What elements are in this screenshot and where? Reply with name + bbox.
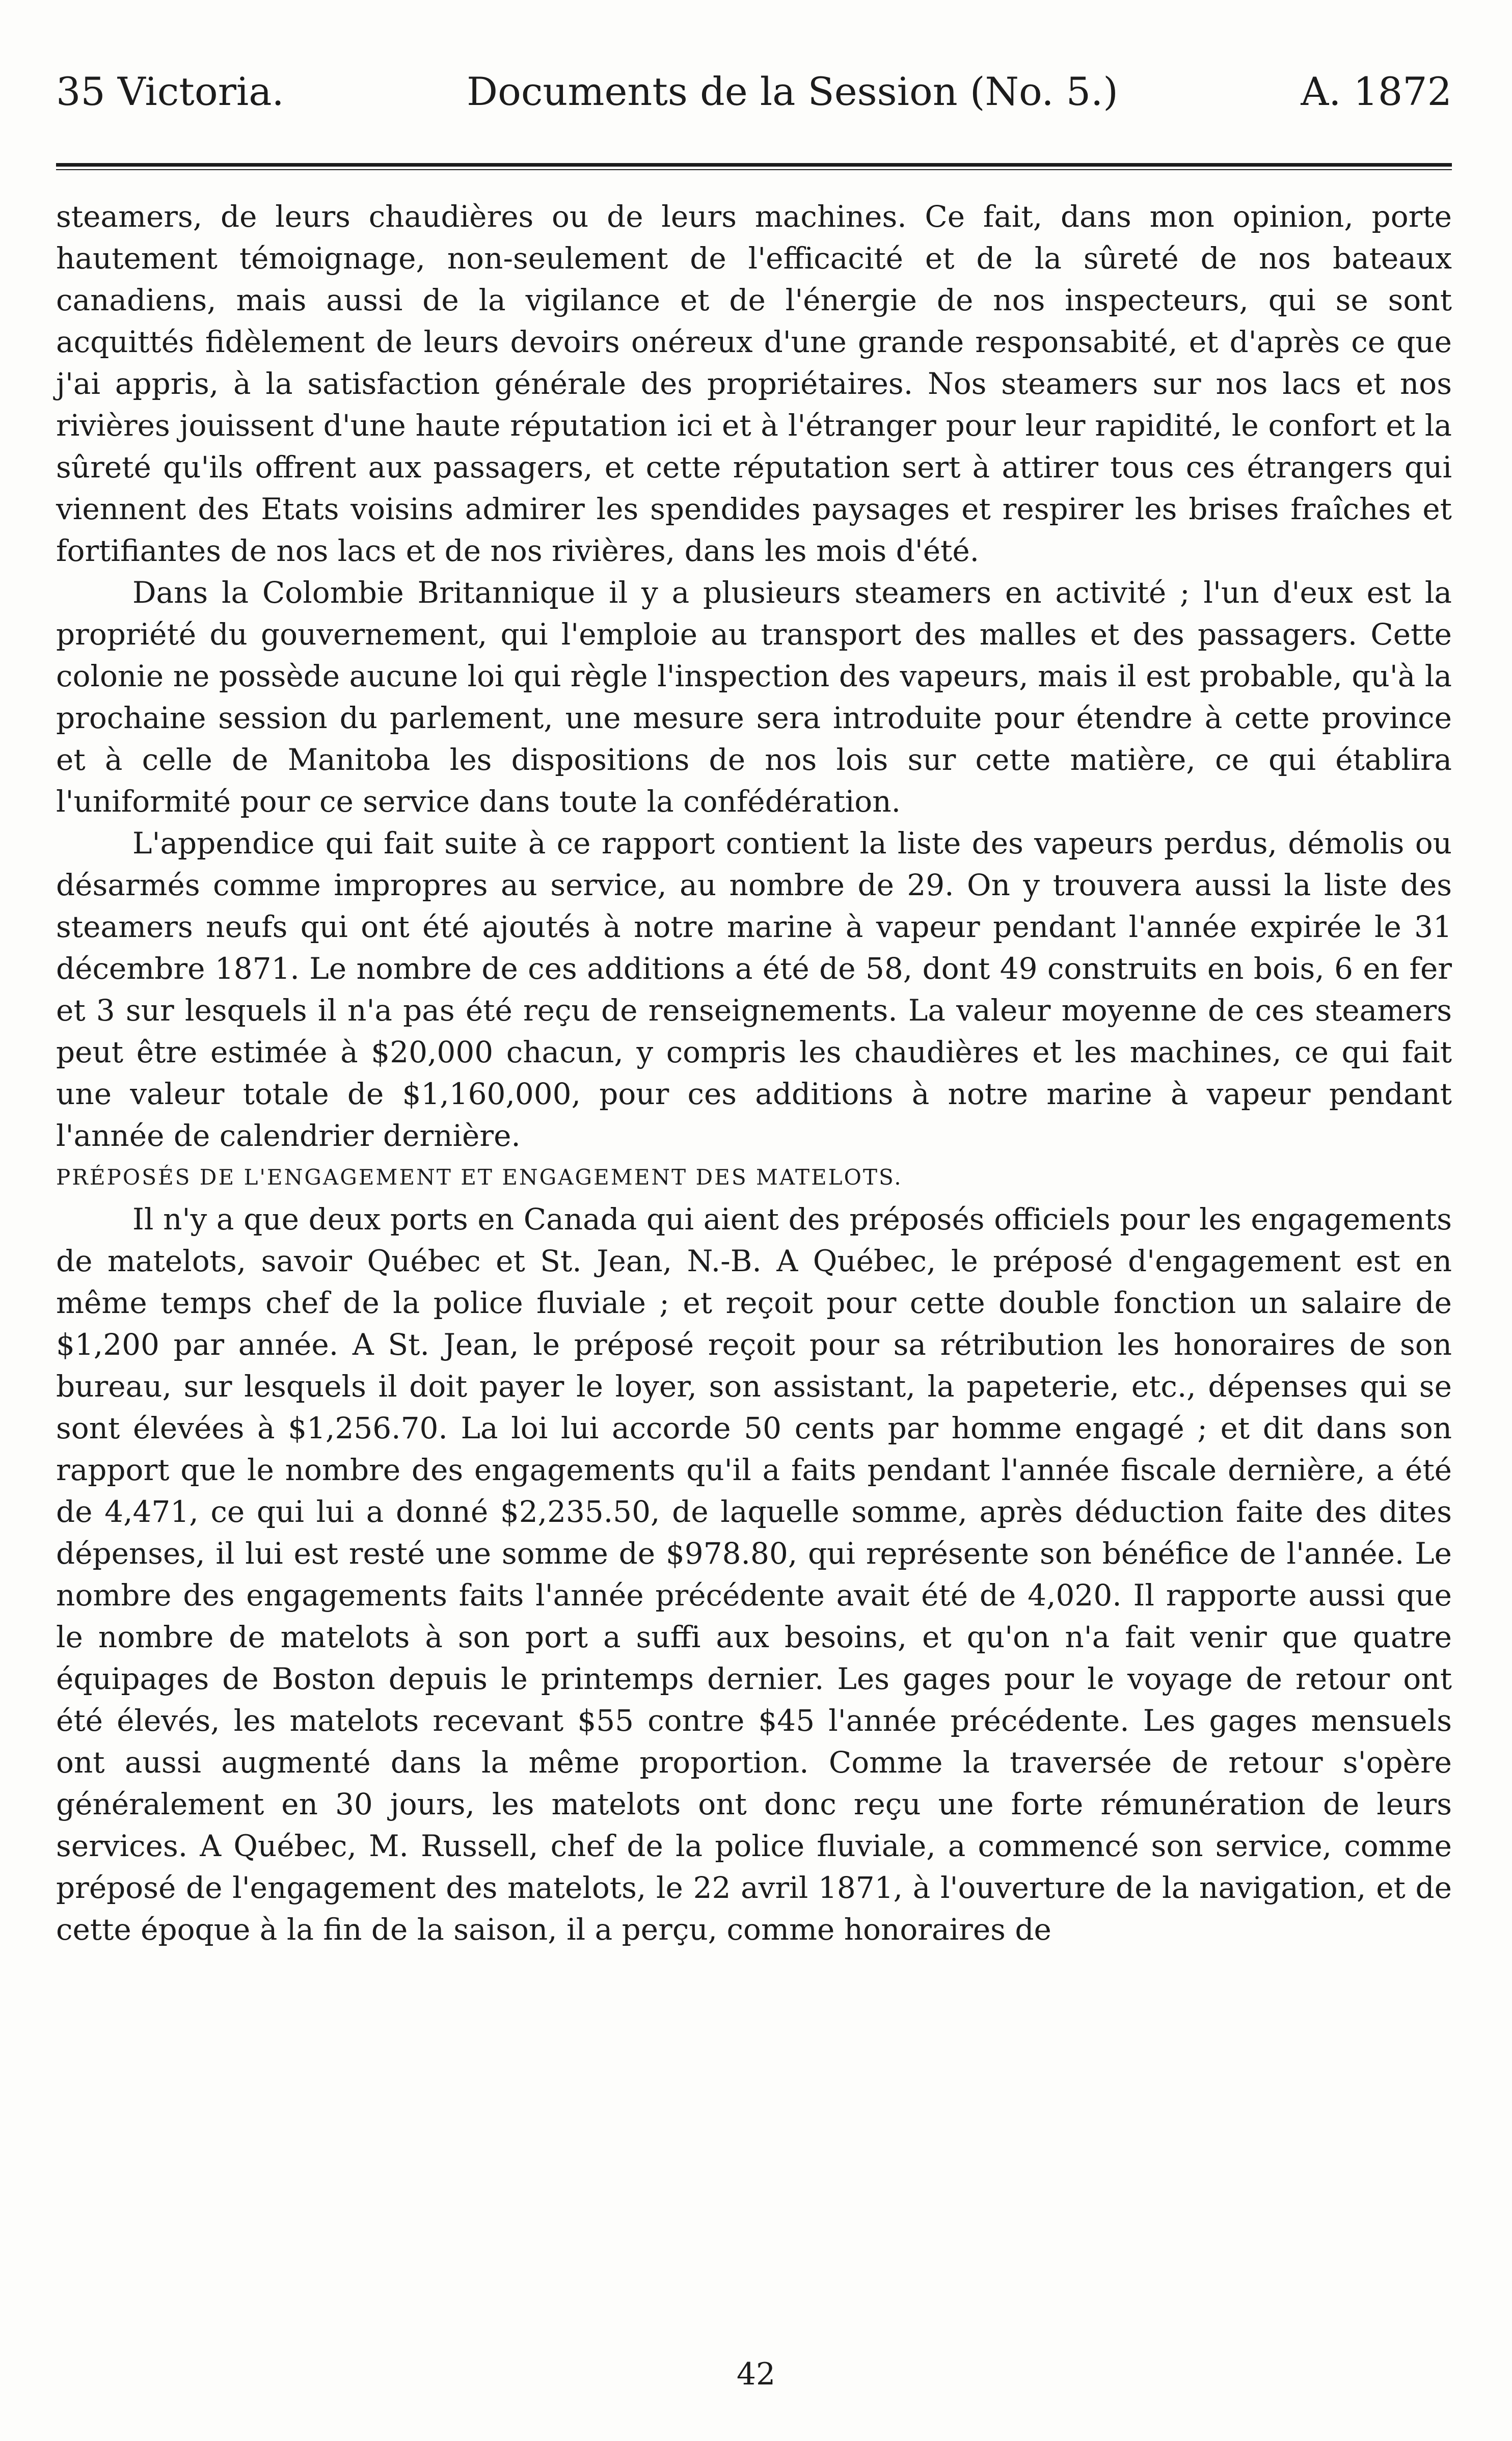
page-number: 42 bbox=[736, 2356, 776, 2392]
body-text bbox=[56, 196, 1452, 1950]
paragraph-appendix: L'appendice qui fait suite à ce rapport contient la liste des vapeurs perdus, démolis ou désarmés comme impropres au service, au nombre de 29. On y trouvera aussi la liste des steamers neufs qui ont été ajoutés à notre marine à vapeur pendant l'année expirée le 31 décembre 1871. Le nombre de ces additions a été de 58, dont 49 construits en bois, 6 en fer et 3 sur lesquels il n'a pas été reçu de renseignements. La valeur moyenne de ces steamers peut être estimée à $20,000 chacun, y compris les chaudières et les machines, ce qui fait une valeur totale de $1,160,000, pour ces additions à notre marine à vapeur pendant l'année de calendrier dernière. bbox=[56, 826, 1452, 1153]
header-title: Documents de la Session (No. 5.) bbox=[467, 69, 1118, 114]
header-rule-thick bbox=[56, 163, 1452, 167]
header-regnal-year: 35 Victoria. bbox=[56, 69, 284, 114]
header-rule-thin bbox=[56, 169, 1452, 170]
document-page bbox=[56, 66, 1452, 1950]
header-year: A. 1872 bbox=[1301, 69, 1452, 114]
page-header bbox=[56, 66, 1452, 117]
paragraph-british-columbia: Dans la Colombie Britannique il y a plusieurs steamers en activité ; l'un d'eux est la propriété du gouvernement, qui l'emploie au transport des malles et des passagers. Cette colonie ne possède aucune loi qui règle l'inspection des vapeurs, mais il est probable, qu'à la prochaine session du parlement, une mesure sera introduite pour étendre à cette province et à celle de Manitoba les dispositions de nos lois sur cette matière, ce qui établira l'uniformité pour ce service dans toute la confédération. bbox=[56, 575, 1452, 819]
paragraph-steamers: steamers, de leurs chaudières ou de leurs machines. Ce fait, dans mon opinion, porte hautement témoignage, non-seulement de l'efficacité et de la sûreté de nos bateaux canadiens, mais aussi de la vigilance et de l'énergie de nos inspecteurs, qui se sont acquittés fidèlement de leurs devoirs onéreux d'une grande responsabité, et d'après ce que j'ai appris, à la satisfaction générale des propriétaires. Nos steamers sur nos lacs et nos rivières jouissent d'une haute réputation ici et à l'étranger pour leur rapidité, le confort et la sûreté qu'ils offrent aux passagers, et cette réputation sert à attirer tous ces étrangers qui viennent des Etats voisins admirer les spendides paysages et respirer les brises fraîches et fortifiantes de nos lacs et de nos rivières, dans les mois d'été. bbox=[56, 199, 1452, 568]
section-heading: PRÉPOSÉS DE L'ENGAGEMENT ET ENGAGEMENT DES MATELOTS. bbox=[56, 1165, 903, 1190]
paragraph-shipping-masters: Il n'y a que deux ports en Canada qui aient des préposés officiels pour les engagements de matelots, savoir Québec et St. Jean, N.-B. A Québec, le préposé d'engagement est en même temps chef de la police fluviale ; et reçoit pour cette double fonction un salaire de $1,200 par année. A St. Jean, le préposé reçoit pour sa rétribution les honoraires de son bureau, sur lesquels il doit payer le loyer, son assistant, la papeterie, etc., dépenses qui se sont élevées à $1,256.70. La loi lui accorde 50 cents par homme engagé ; et dit dans son rapport que le nombre des engagements qu'il a faits pendant l'année fiscale dernière, a été de 4,471, ce qui lui a donné $2,235.50, de laquelle somme, après déduction faite des dites dépenses, il lui est resté une somme de $978.80, qui représente son bénéfice de l'année. Le nombre des engagements faits l'année précédente avait été de 4,020. Il rapporte aussi que le nombre de matelots à son port a suffi aux besoins, et qu'on n'a fait venir que quatre équipages de Boston depuis le printemps dernier. Les gages pour le voyage de retour ont été élevés, les matelots recevant $55 contre $45 l'année précédente. Les gages mensuels ont aussi augmenté dans la même proportion. Comme la traversée de retour s'opère généralement en 30 jours, les matelots ont donc reçu une forte rémunération de leurs services. A Québec, M. Russell, chef de la police fluviale, a commencé son service, comme préposé de l'engagement des matelots, le 22 avril 1871, à l'ouverture de la navigation, et de cette époque à la fin de la saison, il a perçu, comme honoraires de bbox=[56, 1202, 1452, 1947]
